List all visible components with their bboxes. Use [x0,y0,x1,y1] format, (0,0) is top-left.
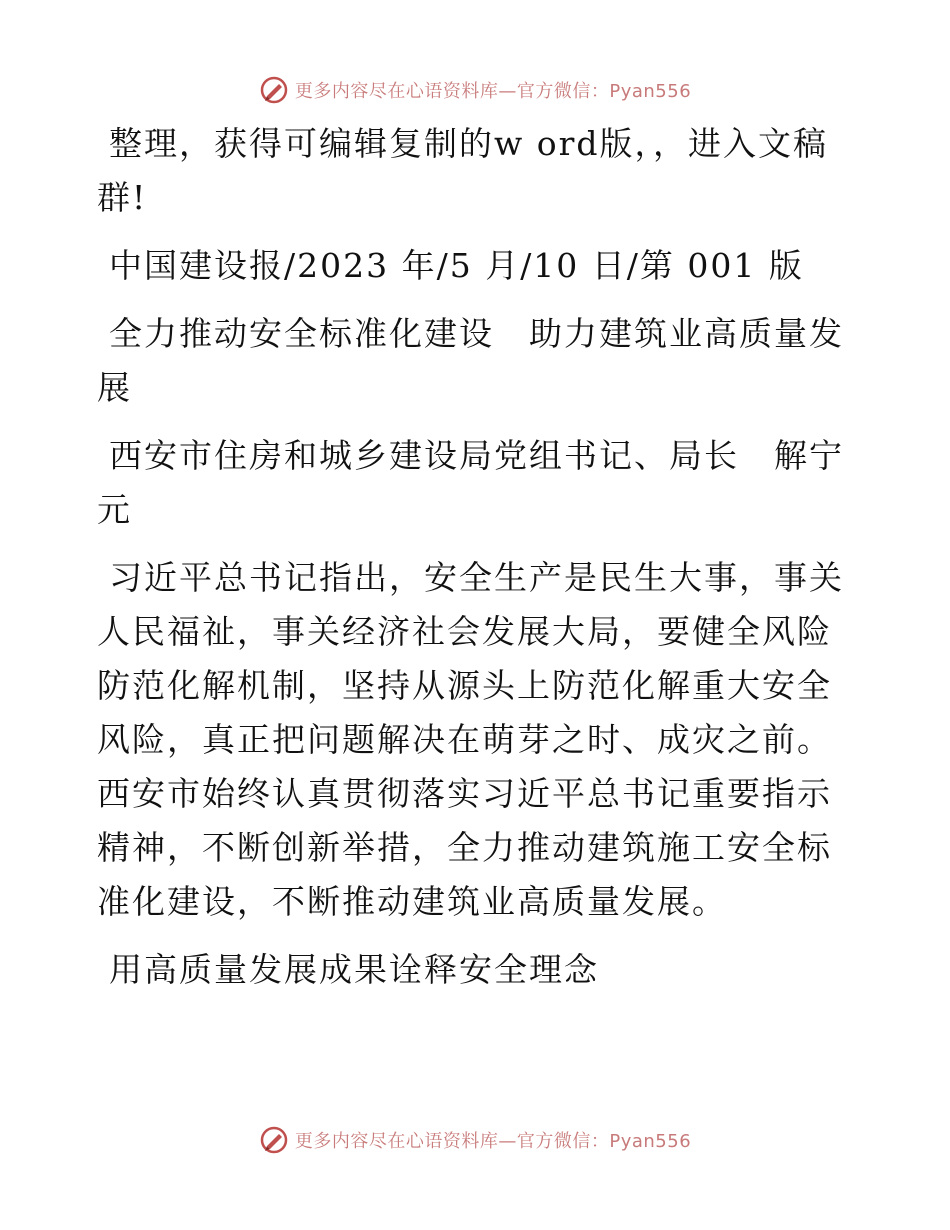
header-banner [0,70,950,110]
document-body [97,117,857,1011]
author-line: 西安市住房和城乡建设局党组书记、局长 解宁元 [97,436,844,529]
footer-banner [0,1120,950,1160]
section-heading: 用高质量发展成果诠释安全理念 [109,950,599,989]
banner-text: 更多内容尽在心语资料库—官方微信：Pyan556 [294,1131,692,1152]
article-title: 全力推动安全标准化建设 助力建筑业高质量发展 [97,314,844,407]
pen-circle-logo-icon [259,1125,289,1155]
intro-note: 整理，获得可编辑复制的w ord版，，进入文稿群! [97,124,829,217]
source-line: 中国建设报/2023 年/5 月/10 日/第 001 版 [109,246,804,285]
pen-circle-logo-icon [259,75,289,105]
banner-text: 更多内容尽在心语资料库—官方微信：Pyan556 [294,81,692,102]
body-paragraph: 习近平总书记指出，安全生产是民生大事，事关人民福祉，事关经济社会发展大局，要健全风险防范化解机制，坚持从源头上防范化解重大安全风险，真正把问题解决在萌芽之时、成灾之前。西安市始终认真贯彻落实习近平总书记重要指示精神，不断创新举措，全力推动建筑施工安全标准化建设，不断推动建筑业高质量发展。 [97,558,844,921]
